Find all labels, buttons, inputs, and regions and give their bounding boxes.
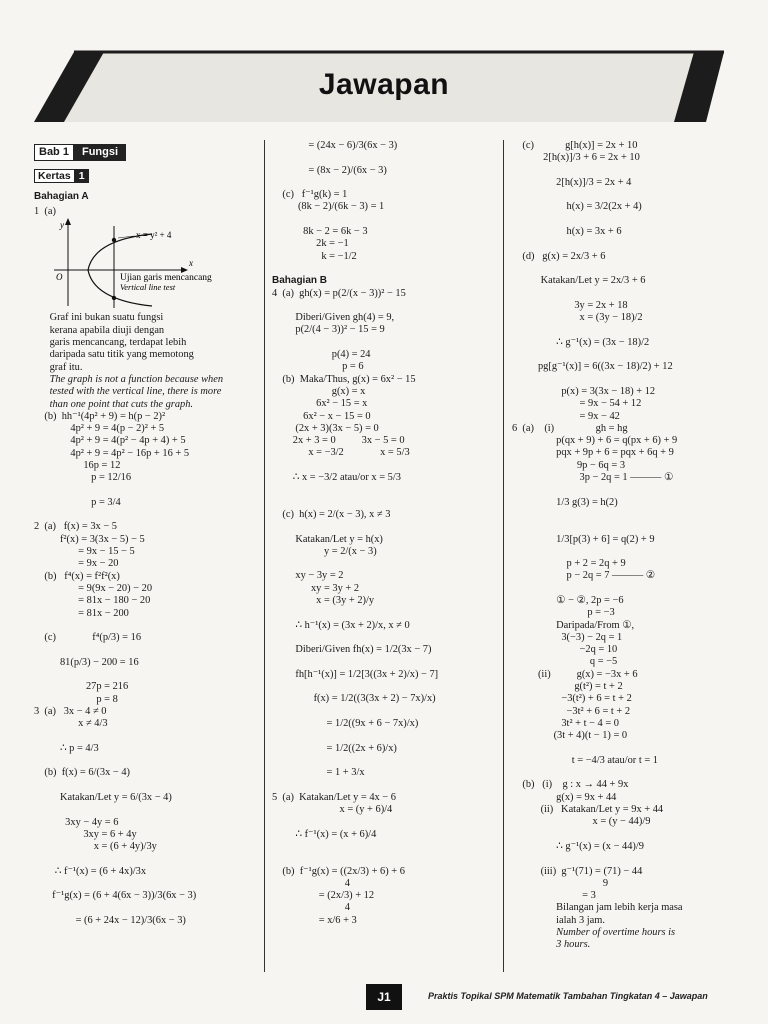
column-3 xyxy=(512,140,734,952)
answer-line xyxy=(272,656,494,668)
answer-line xyxy=(34,755,256,767)
answer-line: 3p − 2q = 1 ——— ① xyxy=(512,472,674,484)
section-heading: Bahagian A xyxy=(34,191,89,203)
answer-line: p + 2 = 2q + 9 xyxy=(512,558,626,570)
answer-line xyxy=(512,853,734,865)
answer-line xyxy=(34,669,256,681)
section-heading: Bahagian B xyxy=(272,275,328,287)
answer-line: pqx + 9p + 6 = pqx + 6q + 9 xyxy=(512,447,674,459)
answer-line: 2x + 3 = 0 3x − 5 = 0 xyxy=(272,435,405,447)
answer-line: (iii) g⁻¹(71) = (71) − 44 xyxy=(512,865,643,877)
answer-line xyxy=(34,780,256,792)
answer-line xyxy=(272,853,494,865)
answer-line xyxy=(272,214,494,226)
answer-line: tested with the vertical line, there is more xyxy=(34,386,222,398)
answer-line: (2x + 3)(3x − 5) = 0 xyxy=(272,422,379,434)
answer-line: −3t² + 6 = t + 2 xyxy=(512,705,631,717)
answer-line xyxy=(512,349,734,361)
answer-line xyxy=(272,521,494,533)
answer-line: ∴ h⁻¹(x) = (3x + 2)/x, x ≠ 0 xyxy=(272,619,410,631)
answer-line xyxy=(512,743,734,755)
answer-line xyxy=(34,804,256,816)
answer-line: 27p = 216 xyxy=(34,681,129,693)
answer-line: 9 xyxy=(512,877,609,889)
answer-line: p = 3/4 xyxy=(34,496,121,508)
column-1 xyxy=(34,140,256,927)
answer-line: (8k − 2)/(6k − 3) = 1 xyxy=(272,201,385,213)
answer-line xyxy=(272,632,494,644)
answer-line xyxy=(512,546,734,558)
answer-line: x ≠ 4/3 xyxy=(34,718,108,730)
answer-line: 3 (a) 3x − 4 ≠ 0 xyxy=(34,705,107,717)
answer-line xyxy=(512,263,734,275)
vertical-line-label: Ujian garis mencancang xyxy=(120,273,212,284)
column-2 xyxy=(272,140,494,927)
vertical-line-label-en: Vertical line test xyxy=(120,282,176,293)
answer-line: Katakan/Let y = h(x) xyxy=(272,533,383,545)
answer-line: ialah 3 jam. xyxy=(512,914,605,926)
answer-line: p = 8 xyxy=(34,693,118,705)
answer-line: 3y = 2x + 18 xyxy=(512,299,628,311)
answer-line xyxy=(512,583,734,595)
answer-line: = (24x − 6)/3(6x − 3) xyxy=(272,140,398,151)
answer-line xyxy=(34,878,256,890)
answer-line: k = −1/2 xyxy=(272,250,357,262)
answer-line: 3xy = 6 + 4y xyxy=(34,828,137,840)
answer-line xyxy=(272,300,494,312)
answer-line xyxy=(272,779,494,791)
answer-line: 4p² + 9 = 4(p² − 4p + 4) + 5 xyxy=(34,435,186,447)
answer-line: (b) hh⁻¹(4p² + 9) = h(p − 2)² xyxy=(34,410,166,422)
answer-line: x = −3/2 x = 5/3 xyxy=(272,447,410,459)
page-title: Jawapan xyxy=(318,68,450,101)
answer-lines xyxy=(512,140,734,952)
answer-line: = 1/2((9x + 6 − 7x)/x) xyxy=(272,717,419,729)
answer-line: (c) g[h(x)] = 2x + 10 xyxy=(512,140,638,151)
answer-line: = x/6 + 3 xyxy=(272,914,357,926)
answer-line: 3xy − 4y = 6 xyxy=(34,816,119,828)
answer-line: (b) Maka/Thus, g(x) = 6x² − 15 xyxy=(272,373,416,385)
answer-line: 9p − 6q = 3 xyxy=(512,459,626,471)
answer-line xyxy=(34,485,256,497)
chapter-badge: Bab 1 xyxy=(34,144,74,161)
answer-line xyxy=(34,620,256,632)
answer-line: (c) h(x) = 2/(x − 3), x ≠ 3 xyxy=(272,508,391,520)
answer-line: 16p = 12 xyxy=(34,460,121,471)
answer-line xyxy=(272,263,494,275)
answer-line: garis mencancang, terdapat lebih xyxy=(34,337,187,349)
answer-line xyxy=(512,238,734,250)
answer-line: daripada satu titik yang memotong xyxy=(34,349,194,361)
answer-line: 2 (a) f(x) = 3x − 5 xyxy=(34,521,117,533)
answer-line: = 9x − 15 − 5 xyxy=(34,546,135,558)
answer-line xyxy=(34,509,256,521)
answer-line: (3t + 4)(t − 1) = 0 xyxy=(512,730,628,742)
answer-line: (b) (i) g : x → 44 + 9x xyxy=(512,779,629,791)
answer-line xyxy=(272,177,494,189)
answer-line: x = (y + 6)/4 xyxy=(272,804,393,816)
answer-line: p(4) = 24 xyxy=(272,349,371,361)
answer-line: y = 2/(x − 3) xyxy=(272,545,377,557)
answer-line xyxy=(34,644,256,656)
answer-line xyxy=(272,152,494,164)
answer-line: p(x) = 3(3x − 18) + 12 xyxy=(512,385,656,397)
answer-line: = (2x/3) + 12 xyxy=(272,890,375,902)
answer-line xyxy=(34,903,256,915)
answer-line: p − 2q = 7 ——— ② xyxy=(512,570,656,582)
answer-line xyxy=(272,816,494,828)
answer-line: x = (6 + 4y)/3y xyxy=(34,841,157,853)
answer-line xyxy=(512,509,734,521)
answer-line xyxy=(272,607,494,619)
answer-lines xyxy=(272,140,494,927)
answer-line: ∴ x = −3/2 atau/or x = 5/3 xyxy=(272,472,401,484)
answer-line: p = 6 xyxy=(272,361,364,373)
answer-line: h(x) = 3x + 6 xyxy=(512,226,622,238)
answer-line xyxy=(272,558,494,570)
answer-line: 2[h(x)]/3 + 6 = 2x + 10 xyxy=(512,152,640,164)
answer-line: ∴ g⁻¹(x) = (3x − 18)/2 xyxy=(512,336,650,348)
answer-line: p = 12/16 xyxy=(34,472,132,484)
answer-line: 8k − 2 = 6k − 3 xyxy=(272,226,368,238)
answer-line: 5 (a) Katakan/Let y = 4x − 6 xyxy=(272,791,396,803)
answer-line xyxy=(272,730,494,742)
answer-line: Katakan/Let y = 6/(3x − 4) xyxy=(34,792,172,804)
answer-line: 2[h(x)]/3 = 2x + 4 xyxy=(512,176,632,188)
answer-line xyxy=(512,189,734,201)
answer-line xyxy=(272,484,494,496)
answer-line: q = −5 xyxy=(512,656,618,668)
answer-line xyxy=(512,484,734,496)
answer-line: = 9x − 20 xyxy=(34,558,119,570)
answer-line xyxy=(512,521,734,533)
answer-line: Daripada/From ①, xyxy=(512,619,635,631)
answer-line: −3(t²) + 6 = t + 2 xyxy=(512,693,632,705)
answer-line: 6x² − 15 = x xyxy=(272,398,368,410)
answer-line: (c) f⁴(p/3) = 16 xyxy=(34,632,142,644)
y-axis-label: y xyxy=(60,220,64,231)
answer-line xyxy=(272,681,494,693)
answer-line: Bilangan jam lebih kerja masa xyxy=(512,902,683,914)
answer-line: 1/3[p(3) + 6] = q(2) + 9 xyxy=(512,533,655,545)
answer-line: −2q = 10 xyxy=(512,644,618,656)
answer-line: 4p² + 9 = 4(p − 2)² + 5 xyxy=(34,423,165,435)
answer-line: 4 xyxy=(272,902,350,914)
answer-line: Graf ini bukan suatu fungsi xyxy=(34,312,164,324)
answer-line: (c) f⁻¹g(k) = 1 xyxy=(272,189,348,201)
answer-line: = (8x − 2)/(6x − 3) xyxy=(272,164,387,176)
answer-line xyxy=(272,841,494,853)
chapter-name: Fungsi xyxy=(74,144,126,161)
answer-line: Diberi/Given gh(4) = 9, xyxy=(272,312,395,324)
paper-label: Kertas 1 xyxy=(34,169,89,183)
answer-line: = 81x − 180 − 20 xyxy=(34,595,151,607)
column-divider xyxy=(503,140,504,972)
answer-line xyxy=(512,374,734,386)
answer-line: (b) f(x) = 6/(3x − 4) xyxy=(34,767,130,779)
answer-line xyxy=(34,731,256,743)
answer-line: (b) f⁻¹g(x) = ((2x/3) + 6) + 6 xyxy=(272,865,405,877)
answer-line: t = −4/3 atau/or t = 1 xyxy=(512,754,659,766)
answer-line xyxy=(512,214,734,226)
answer-line: f⁻¹g(x) = (6 + 4(6x − 3))/3(6x − 3) xyxy=(34,890,197,902)
answer-line: = 9x − 54 + 12 xyxy=(512,398,642,410)
column-divider xyxy=(264,140,265,972)
answer-line: 4 (a) gh(x) = p(2/(x − 3))² − 15 xyxy=(272,287,406,299)
answer-line: g(t²) = t + 2 xyxy=(512,681,623,693)
answer-line: x = (3y − 18)/2 xyxy=(512,312,643,324)
answer-line: ∴ f⁻¹(x) = (6 + 4x)/3x xyxy=(34,865,147,877)
answer-line: than one point that cuts the graph. xyxy=(34,398,194,410)
footer-title: Praktis Topikal SPM Matematik Tambahan Tingkatan 4 – Jawapan xyxy=(428,991,708,1001)
curve-label: x = y² + 4 xyxy=(136,230,172,241)
answer-line xyxy=(512,829,734,841)
answer-line: p(2/(4 − 3))² − 15 = 9 xyxy=(272,324,385,336)
answer-line xyxy=(272,497,494,509)
answer-line: 3 hours. xyxy=(512,939,591,951)
question-label: 1 (a) xyxy=(34,206,56,218)
answer-line: = (6 + 24x − 12)/3(6x − 3) xyxy=(34,914,186,926)
answer-line: ① − ②, 2p = −6 xyxy=(512,594,624,606)
answer-line: graf itu. xyxy=(34,361,83,373)
answer-line xyxy=(512,165,734,177)
answer-line: 1/3 g(3) = h(2) xyxy=(512,496,618,508)
answer-line: p(qx + 9) + 6 = q(px + 6) + 9 xyxy=(512,435,678,447)
page-number: J1 xyxy=(366,984,402,1010)
answer-line: pg[g⁻¹(x)] = 6((3x − 18)/2) + 12 xyxy=(512,361,673,373)
x-axis-label: x xyxy=(189,258,193,269)
answer-line xyxy=(512,324,734,336)
answer-line: The graph is not a function because when xyxy=(34,373,224,385)
answer-line: 4 xyxy=(272,877,350,889)
answer-line: = 81x − 200 xyxy=(34,607,129,619)
answer-line: = 1/2((2x + 6)/x) xyxy=(272,742,397,754)
answer-line: fh[h⁻¹(x)] = 1/2[3((3x + 2)/x) − 7] xyxy=(272,668,439,680)
answer-line: ∴ f⁻¹(x) = (x + 6)/4 xyxy=(272,828,377,840)
answer-line xyxy=(272,460,494,472)
answer-line: x = (y − 44)/9 xyxy=(512,816,651,828)
answer-line xyxy=(34,854,256,866)
answer-line: = 9(9x − 20) − 20 xyxy=(34,582,153,594)
graph-figure xyxy=(34,218,256,310)
answer-line xyxy=(272,706,494,718)
answer-line: 4p² + 9 = 4p² − 16p + 16 + 5 xyxy=(34,447,190,459)
answer-line: 2k = −1 xyxy=(272,238,349,250)
answer-line: (b) f⁴(x) = f²f²(x) xyxy=(34,570,120,582)
answer-line: 81(p/3) − 200 = 16 xyxy=(34,656,139,668)
answer-line: f²(x) = 3(3x − 5) − 5 xyxy=(34,533,145,545)
answer-line: ∴ g⁻¹(x) = (x − 44)/9 xyxy=(512,840,644,852)
answer-line: p = −3 xyxy=(512,607,615,619)
answer-line: Diberi/Given fh(x) = 1/2(3x − 7) xyxy=(272,644,432,656)
answer-line xyxy=(272,337,494,349)
answer-line xyxy=(512,767,734,779)
answer-line: = 9x − 42 xyxy=(512,410,620,422)
origin-label: O xyxy=(56,272,63,283)
answer-line: ∴ p = 4/3 xyxy=(34,742,99,754)
answer-line: (ii) g(x) = −3x + 6 xyxy=(512,668,638,680)
answer-line: x = (3y + 2)/y xyxy=(272,594,375,606)
answer-line: = 3 xyxy=(512,890,596,902)
answer-line: g(x) = 9x + 44 xyxy=(512,791,617,803)
answer-line: 6x² − x − 15 = 0 xyxy=(272,410,371,422)
answer-line: xy − 3y = 2 xyxy=(272,570,344,582)
answer-line: Number of overtime hours is xyxy=(512,927,676,938)
answer-line: kerana apabila diuji dengan xyxy=(34,324,165,336)
answer-line: 3(−3) − 2q = 1 xyxy=(512,631,623,643)
answer-line: Katakan/Let y = 2x/3 + 6 xyxy=(512,275,646,287)
answer-line: 3t² + t − 4 = 0 xyxy=(512,717,619,729)
answer-line: = 1 + 3/x xyxy=(272,767,365,779)
answer-line: (ii) Katakan/Let y = 9x + 44 xyxy=(512,804,664,816)
answer-line: 6 (a) (i) gh = hg xyxy=(512,422,628,434)
answer-line: xy = 3y + 2 xyxy=(272,582,360,594)
chapter-heading xyxy=(34,144,256,161)
answer-lines xyxy=(34,312,256,927)
parabola-graph xyxy=(34,218,256,310)
answer-line xyxy=(512,288,734,300)
answer-line: f(x) = 1/2((3(3x + 2) − 7x)/x) xyxy=(272,693,436,705)
answer-line: (d) g(x) = 2x/3 + 6 xyxy=(512,250,606,262)
answer-line: h(x) = 3/2(2x + 4) xyxy=(512,201,642,213)
answer-line xyxy=(272,755,494,767)
answer-line: g(x) = x xyxy=(272,385,366,397)
